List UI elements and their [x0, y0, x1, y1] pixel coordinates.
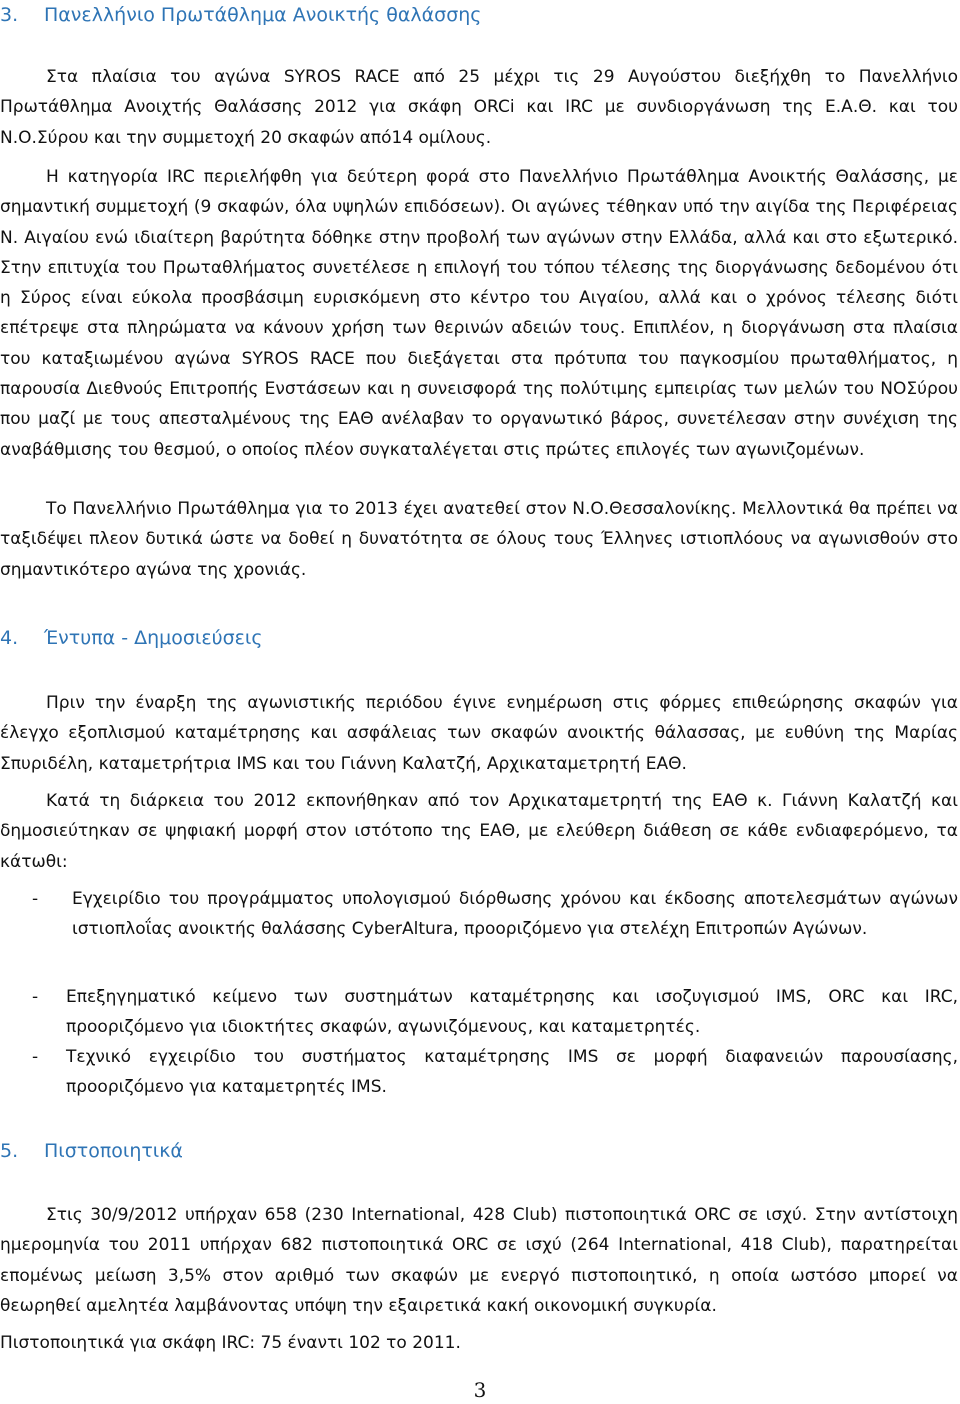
- list-item: [32, 1042, 958, 1103]
- list-item: [32, 884, 958, 945]
- section-3-paragraph-3: Το Πανελλήνιο Πρωτάθλημα για το 2013 έχει ανατεθεί στον Ν.Ο.Θεσσαλονίκης. Μελλοντικά θα πρέπει να ταξιδέψει πλεον δυτικά ώστε να δοθεί η δυνατότητα σε όλους τους Έλληνες ιστιοπλόους να αγωνισθούν στο σημαντικότερο αγώνα της χρονιάς.: [0, 499, 958, 580]
- list-item-text: Εγχειρίδιο του προγράμματος υπολογισμού διόρθωσης χρόνου και έκδοσης αποτελεσμάτων αγώνων ιστιοπλοΐας ανοικτής θαλάσσης CyberAltura, προοριζόμενο για στελέχη Επιτροπών Αγώνων.: [72, 889, 958, 940]
- list-item-text: Επεξηγηματικό κείμενο των συστημάτων καταμέτρησης και ισοζυγισμού IMS, ORC και IRC, προοριζόμενο για ιδιοκτήτες σκαφών, αγωνιζόμενους, και καταμετρητές.: [66, 987, 958, 1038]
- section-4-title: Έντυπα - Δημοσιεύσεις: [44, 627, 263, 649]
- section-5-heading: [0, 1140, 183, 1162]
- list-item-text: Τεχνικό εγχειρίδιο του συστήματος καταμέτρησης IMS σε μορφή διαφανειών παρουσίασης, προοριζόμενο για καταμετρητές IMS.: [66, 1047, 958, 1098]
- section-3-number: 3.: [0, 4, 19, 26]
- section-5-paragraph-2: Πιστοποιητικά για σκάφη IRC: 75 έναντι 102 το 2011.: [0, 1333, 461, 1353]
- section-3-title: Πανελλήνιο Πρωτάθλημα Ανοικτής θαλάσσης: [44, 4, 482, 26]
- section-5-paragraph-1: Στις 30/9/2012 υπήρχαν 658 (230 International, 428 Club) πιστοποιητικά ORC σε ισχύ. Στην αντίστοιχη ημερομηνία του 2011 υπήρχαν 682 πιστοποιητικά ORC σε ισχύ (264 International, 418 Club), παρατηρείται επομένως μείωση 3,5% στον αριθμό των σκαφών με ενεργό πιστοποιητικό, η οποία ωστόσο μπορεί να θεωρηθεί αμελητέα λαμβάνοντας υπόψη την εξαιρετικά κακή οικονομική συγκυρία.: [0, 1205, 958, 1316]
- list-dash: -: [32, 889, 39, 909]
- list-dash: -: [32, 987, 39, 1007]
- section-4-number: 4.: [0, 627, 19, 649]
- section-3-heading: [0, 4, 481, 26]
- section-3-paragraph-2: Η κατηγορία IRC περιελήφθη για δεύτερη φορά στο Πανελλήνιο Πρωτάθλημα Ανοικτής Θαλάσσης, με σημαντική συμμετοχή (9 σκαφών, όλα υψηλών επιδόσεων). Οι αγώνες τέθηκαν υπό την αιγίδα της Περιφέρειας Ν. Αιγαίου ενώ ιδιαίτερη βαρύτητα δόθηκε στην προβολή των αγώνων στην Ελλάδα, αλλά και στο εξωτερικό. Στην επιτυχία του Πρωταθλήματος συνετέλεσε η επιλογή του τόπου τέλεσης της διοργάνωσης δεδομένου ότι η Σύρος είναι εύκολα προσβάσιμη ευρισκόμενη στο κέντρο του Αιγαίου, αλλά και ο χρόνος τέλεσης διότι επέτρεψε στα πληρώματα να κάνουν χρήση των θερινών αδειών τους. Επιπλέον, η διοργάνωση στα πλαίσια του καταξιωμένου αγώνα SYROS RACE που διεξάγεται στα πρότυπα του παγκοσμίου πρωταθλήματος, η παρουσία Διεθνούς Επιτροπής Ενστάσεων και η συνεισφορά της πολύτιμης εμπειρίας των μελών του ΝΟΣύρου που μαζί με τους απεσταλμένους της ΕΑΘ ανέλαβαν το οργανωτικό βάρος, συνετέλεσαν στην συνέχιση της αναβάθμισης του θεσμού, ο οποίος πλέον συγκαταλέγεται στις πρώτες επιλογές των αγωνιζομένων.: [0, 167, 958, 460]
- section-5-title: Πιστοποιητικά: [44, 1140, 183, 1162]
- section-4-heading: [0, 627, 263, 649]
- section-5-number: 5.: [0, 1140, 19, 1162]
- list-item: [32, 982, 958, 1043]
- section-4-paragraph-1: Πριν την έναρξη της αγωνιστικής περιόδου έγινε ενημέρωση στις φόρμες επιθεώρησης σκαφών για έλεγχο εξοπλισμού καταμέτρησης και ασφάλειας των σκαφών ανοικτής θάλασσας, με ευθύνη της Μαρίας Σπυριδέλη, καταμετρήτρια IMS και του Γιάννη Καλατζή, Αρχικαταμετρητή ΕΑΘ.: [0, 693, 958, 774]
- page-number: 3: [473, 1378, 487, 1402]
- section-4-paragraph-2: Κατά τη διάρκεια του 2012 εκπονήθηκαν από τον Αρχικαταμετρητή της ΕΑΘ κ. Γιάννη Καλατζή και δημοσιεύτηκαν σε ψηφιακή μορφή στον ιστότοπο της ΕΑΘ, με ελεύθερη διάθεση σε κάθε ενδιαφερόμενο, τα κάτωθι:: [0, 791, 958, 872]
- list-dash: -: [32, 1047, 39, 1067]
- section-3-paragraph-1: Στα πλαίσια του αγώνα SYROS RACE από 25 μέχρι τις 29 Αυγούστου διεξήχθη το Πανελλήνιο Πρωτάθλημα Ανοιχτής Θαλάσσης 2012 για σκάφη ORCi και IRC με συνδιοργάνωση της Ε.Α.Θ. και του Ν.Ο.Σύρου και την συμμετοχή 20 σκαφών από14 ομίλους.: [0, 67, 958, 148]
